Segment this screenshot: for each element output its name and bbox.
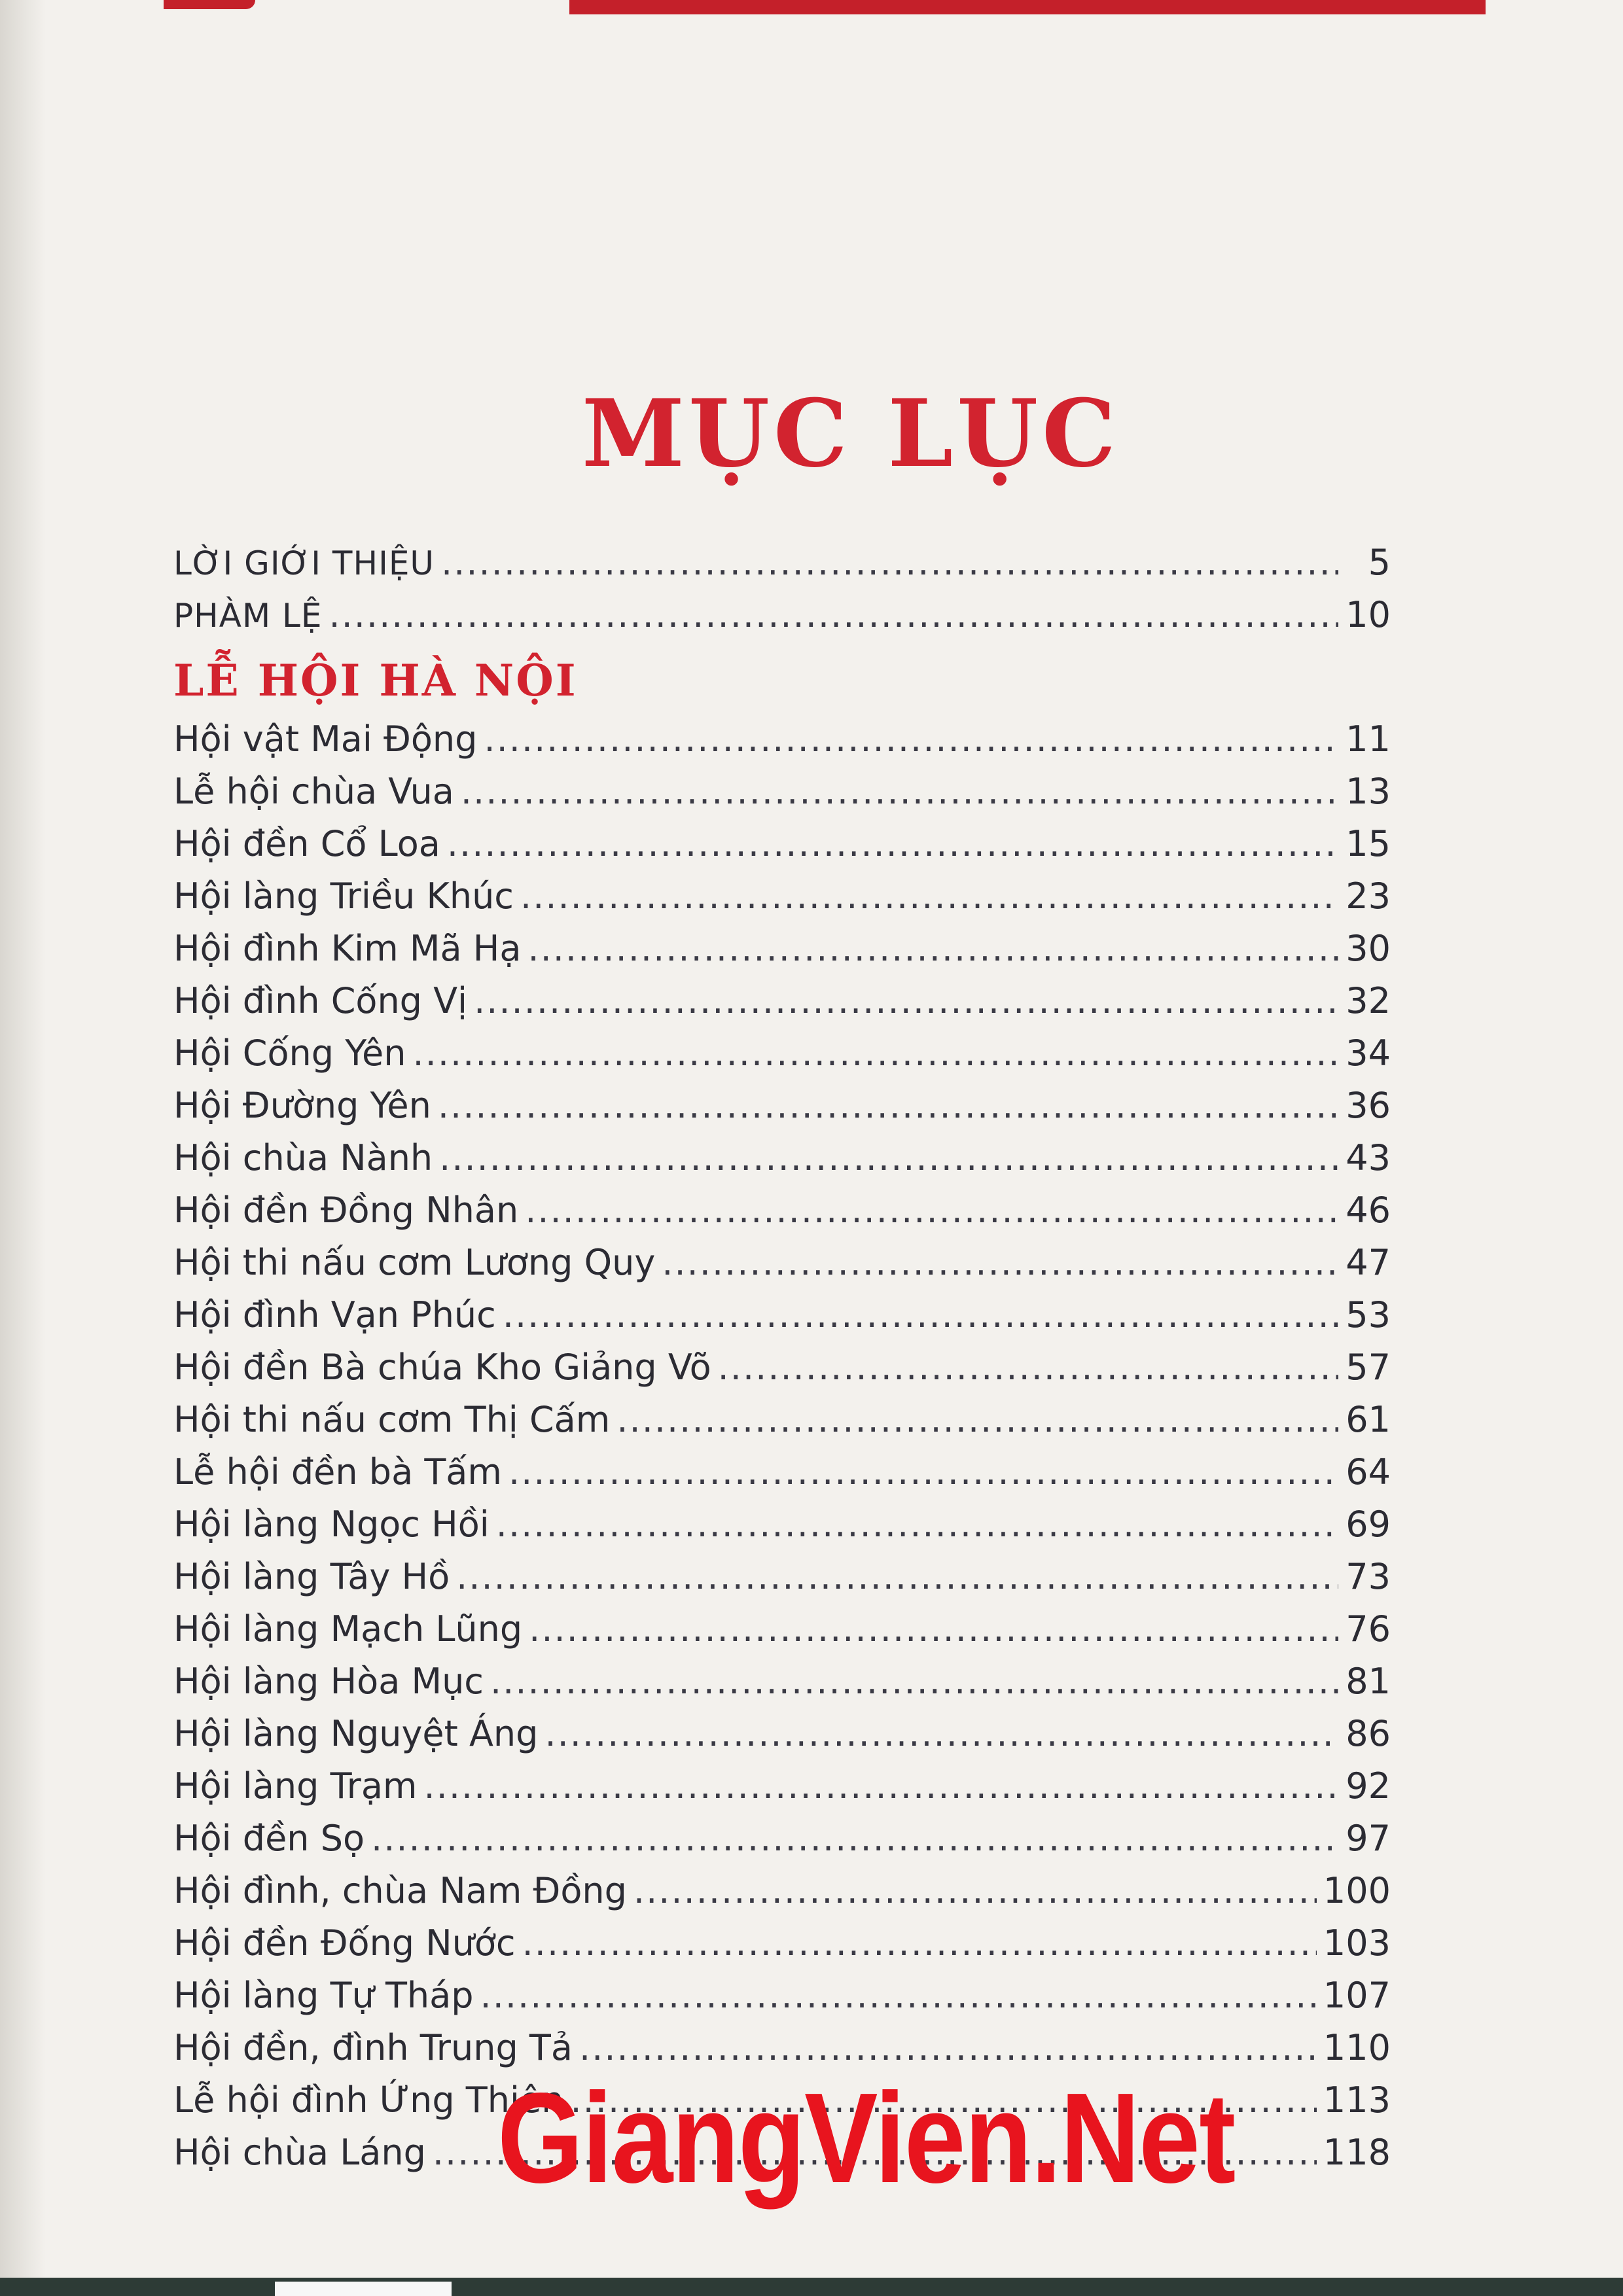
toc-page-number: 97 [1346,1818,1391,1859]
leader-dots [490,1655,1338,1708]
toc-label: Hội đền Cổ Loa [173,823,440,864]
toc-label: Hội làng Mạch Lũng [173,1608,523,1650]
toc-row[interactable] [173,818,1391,870]
leader-dots [461,766,1338,818]
toc-row[interactable] [173,1655,1391,1708]
toc-page-number: 61 [1346,1399,1391,1440]
toc-label: Lễ hội đình Ứng Thiên [173,2079,564,2121]
toc-page-number: 69 [1346,1504,1391,1545]
toc-row[interactable] [173,870,1391,923]
toc-label: Hội đền Sọ [173,1818,365,1859]
toc-label: Hội đền, đình Trung Tả [173,2027,573,2068]
toc-page-number: 53 [1346,1294,1391,1335]
toc-row[interactable] [173,1446,1391,1498]
toc-label: Hội đình Cống Vị [173,980,468,1021]
watermark-logo: GiangVien.Net [497,2066,1235,2210]
toc-row-intro[interactable] [173,537,1391,589]
leader-dots [441,537,1338,589]
top-rule-right [569,0,1486,14]
leader-dots [525,1184,1338,1237]
leader-dots [508,1446,1338,1498]
toc-page-number: 5 [1368,542,1391,583]
leader-dots [484,713,1338,766]
toc-row[interactable] [173,1917,1391,1969]
toc-row[interactable] [173,1760,1391,1812]
toc-label: Hội làng Hòa Mục [173,1661,484,1702]
toc-label: Hội vật Mai Động [173,718,478,760]
toc-row[interactable] [173,1027,1391,1080]
leader-dots [718,1341,1338,1394]
toc-label: Lễ hội đền bà Tấm [173,1451,503,1492]
toc-page-number: 34 [1346,1033,1391,1074]
toc-page-number: 86 [1346,1713,1391,1754]
toc-page-number: 15 [1346,823,1391,864]
toc-row[interactable] [173,766,1391,818]
toc-page-number: 118 [1323,2132,1391,2173]
toc-row[interactable] [173,1551,1391,1603]
leader-dots [633,1865,1317,1917]
toc-page-number: 81 [1346,1661,1391,1702]
toc-label: Hội chùa Láng [173,2132,426,2173]
toc-label: Hội đền Bà chúa Kho Giảng Võ [173,1347,711,1388]
toc-row[interactable] [173,1969,1391,2022]
toc-label: Hội đền Đống Nước [173,1922,516,1964]
toc-label: Hội đền Đồng Nhân [173,1190,519,1231]
toc-page-number: 11 [1346,718,1391,760]
toc-label: Hội làng Ngọc Hồi [173,1504,490,1545]
toc-label: PHÀM LỆ [173,597,323,635]
toc-row-conventions[interactable] [173,589,1391,641]
toc-row[interactable] [173,1603,1391,1655]
toc-page-number: 110 [1323,2027,1391,2068]
toc-entries [173,713,1391,2179]
toc-label: Hội làng Nguyệt Áng [173,1713,539,1754]
toc-row[interactable] [173,1341,1391,1394]
leader-dots [438,1080,1338,1132]
leader-dots [474,975,1338,1027]
leader-dots [329,589,1338,641]
toc-row[interactable] [173,1237,1391,1289]
toc-page-number: 23 [1346,875,1391,917]
toc-page-number: 57 [1346,1347,1391,1388]
toc-page-number: 47 [1346,1242,1391,1283]
toc-row[interactable] [173,975,1391,1027]
toc-label: Hội chùa Nành [173,1137,433,1178]
toc-page-number: 32 [1346,980,1391,1021]
toc-label: Hội đình Kim Mã Hạ [173,928,522,969]
toc-label: Lễ hội chùa Vua [173,771,454,812]
toc-label: Hội làng Tây Hồ [173,1556,450,1597]
page-title: MỤC LỤC [581,380,1120,489]
toc-label: Hội đình, chùa Nam Đồng [173,1870,627,1911]
toc-label: Hội làng Tự Tháp [173,1975,474,2016]
leader-dots [496,1498,1338,1551]
leader-dots [439,1132,1338,1184]
leader-dots [616,1394,1338,1446]
toc-page-number: 76 [1346,1608,1391,1650]
leader-dots [480,1969,1317,2022]
toc-label: Hội thi nấu cơm Lương Quy [173,1242,656,1283]
section-heading: LỄ HỘI HÀ NỘI [173,655,578,706]
toc-page-number: 92 [1346,1765,1391,1807]
toc-row[interactable] [173,1289,1391,1341]
toc-page-number: 107 [1323,1975,1391,2016]
leader-dots [456,1551,1338,1603]
toc-label: Hội Cống Yên [173,1033,406,1074]
leader-dots [527,923,1338,975]
leader-dots [424,1760,1338,1812]
leader-dots [412,1027,1338,1080]
leader-dots [520,870,1338,923]
toc-label: Hội đình Vạn Phúc [173,1294,496,1335]
toc-page-number: 43 [1346,1137,1391,1178]
toc-page-number: 46 [1346,1190,1391,1231]
toc-page-number: 64 [1346,1451,1391,1492]
toc-page-number: 103 [1323,1922,1391,1964]
page-gutter-shadow [0,0,46,2296]
leader-dots [662,1237,1338,1289]
toc-label: Hội làng Triều Khúc [173,875,514,917]
toc-row[interactable] [173,1080,1391,1132]
leader-dots [371,1812,1338,1865]
toc-label: Hội Đường Yên [173,1085,431,1126]
leader-dots [544,1708,1338,1760]
leader-dots [447,818,1338,870]
toc-page-number: 113 [1323,2079,1391,2121]
table-of-contents [173,537,1391,2179]
toc-label: LỜI GIỚI THIỆU [173,544,435,582]
toc-page-number: 30 [1346,928,1391,969]
toc-label: Hội thi nấu cơm Thị Cấm [173,1399,611,1440]
bottom-edge-label [275,2282,452,2296]
toc-row[interactable] [173,1184,1391,1237]
top-rule-left [164,0,255,9]
toc-row[interactable] [173,713,1391,766]
toc-row[interactable] [173,1132,1391,1184]
toc-row[interactable] [173,1498,1391,1551]
toc-row[interactable] [173,1394,1391,1446]
leader-dots [522,1917,1317,1969]
toc-page-number: 100 [1323,1870,1391,1911]
leader-dots [529,1603,1338,1655]
leader-dots [503,1289,1338,1341]
toc-row[interactable] [173,1708,1391,1760]
toc-page-number: 13 [1346,771,1391,812]
toc-row[interactable] [173,923,1391,975]
toc-page-number: 73 [1346,1556,1391,1597]
toc-label: Hội làng Trạm [173,1765,418,1807]
bottom-edge [0,2278,1623,2296]
toc-row[interactable] [173,1865,1391,1917]
toc-page-number: 36 [1346,1085,1391,1126]
toc-page-number: 10 [1346,594,1391,635]
toc-row[interactable] [173,1812,1391,1865]
